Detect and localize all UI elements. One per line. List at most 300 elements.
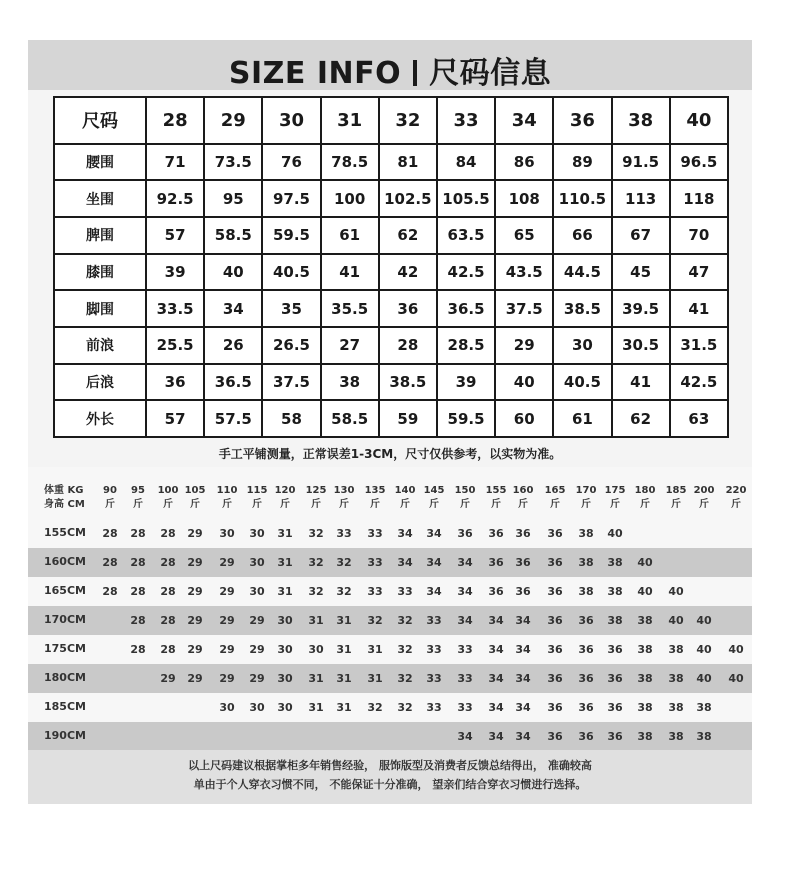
recommend-size-cell: 31 [277,556,293,569]
weight-header: 135 [364,485,386,496]
recommend-size-cell: 34 [515,643,531,656]
recommend-size-cell: 36 [607,730,623,743]
recommend-size-cell: 33 [426,672,442,685]
size-cell: 47 [670,254,728,291]
recommend-size-cell: 29 [187,556,203,569]
recommend-size-cell: 36 [578,614,594,627]
footer-line-1: 以上尺码建议根据掌柜多年销售经验， 服饰版型及消费者反馈总结得出， 准确较高 [188,759,592,772]
size-cell: 57.5 [204,400,262,437]
recommend-row [28,722,752,751]
recommend-header-row [28,481,752,515]
title-cn: 尺码信息 [429,56,552,91]
size-cell: 92.5 [146,180,204,217]
weight-header: 170 [575,485,597,496]
weight-header: 220 [725,485,747,496]
recommend-size-cell: 36 [547,585,563,598]
size-cell: 36 [146,364,204,401]
size-cell: 105.5 [437,180,495,217]
recommend-size-cell: 31 [336,614,352,627]
recommend-size-cell: 38 [578,527,594,540]
size-cell: 28.5 [437,327,495,364]
size-cell: 41 [612,364,670,401]
recommend-size-cell: 36 [578,701,594,714]
weight-header: 105 [184,485,206,496]
weight-header: 130 [333,485,355,496]
size-header-cell: 34 [495,97,553,144]
recommend-size-cell: 36 [607,701,623,714]
recommend-size-cell: 29 [187,643,203,656]
size-cell: 60 [495,400,553,437]
recommend-size-cell: 30 [219,701,235,714]
size-cell: 66 [553,217,611,254]
recommend-size-cell: 40 [668,585,684,598]
recommend-size-cell: 28 [160,643,176,656]
recommend-size-cell: 29 [187,527,203,540]
weight-header: 160 [512,485,534,496]
recommend-size-cell: 29 [249,614,265,627]
recommend-size-cell: 34 [488,614,504,627]
size-header-cell: 36 [553,97,611,144]
size-cell: 38.5 [379,364,437,401]
weight-header: 145 [423,485,445,496]
size-cell: 40.5 [553,364,611,401]
recommend-row [28,693,752,722]
size-cell: 57 [146,217,204,254]
weight-header: 165 [544,485,566,496]
recommend-size-cell: 34 [488,643,504,656]
recommend-size-cell: 34 [515,672,531,685]
recommend-size-cell: 34 [488,730,504,743]
size-cell: 39 [146,254,204,291]
recommend-size-cell: 36 [547,730,563,743]
size-cell: 62 [379,217,437,254]
size-cell: 65 [495,217,553,254]
recommend-size-cell: 36 [607,643,623,656]
weight-header: 110 [216,485,238,496]
recommend-size-cell: 32 [308,585,324,598]
recommend-size-cell: 30 [277,672,293,685]
size-cell: 42.5 [670,364,728,401]
size-cell: 58 [262,400,320,437]
weight-unit: 斤 [311,499,321,510]
recommend-size-cell: 32 [367,614,383,627]
size-cell: 36 [379,290,437,327]
size-cell: 39 [437,364,495,401]
weight-header: 150 [454,485,476,496]
recommend-size-cell: 40 [668,614,684,627]
recommend-size-cell: 31 [336,701,352,714]
recommend-row [28,635,752,664]
recommend-size-cell: 28 [130,527,146,540]
size-row [54,400,728,437]
size-row-label: 前浪 [54,327,146,364]
recommend-size-cell: 38 [637,614,653,627]
size-cell: 113 [612,180,670,217]
size-cell: 84 [437,144,495,181]
recommend-size-cell: 31 [367,672,383,685]
size-row [54,217,728,254]
recommend-size-cell: 29 [219,643,235,656]
size-cell: 61 [321,217,379,254]
size-cell: 35.5 [321,290,379,327]
recommend-size-cell: 33 [457,672,473,685]
recommend-size-cell: 33 [367,556,383,569]
recommend-size-cell: 32 [308,527,324,540]
weight-header: 90 [103,485,117,496]
size-cell: 76 [262,144,320,181]
weight-unit: 斤 [460,499,470,510]
size-cell: 41 [670,290,728,327]
weight-header: 200 [693,485,715,496]
size-row [54,254,728,291]
weight-unit: 斤 [163,499,173,510]
size-cell: 40 [204,254,262,291]
recommend-size-cell: 29 [219,585,235,598]
recommend-size-cell: 30 [249,556,265,569]
size-cell: 37.5 [262,364,320,401]
footer-line-2: 单由于个人穿衣习惯不同， 不能保证十分准确， 望亲们结合穿衣习惯进行选择。 [193,778,587,791]
size-row-label: 外长 [54,400,146,437]
recommend-size-cell: 34 [426,585,442,598]
recommend-size-cell: 36 [547,527,563,540]
size-cell: 89 [553,144,611,181]
recommend-size-cell: 34 [397,527,413,540]
weight-header: 115 [246,485,268,496]
size-header-cell: 29 [204,97,262,144]
recommend-size-cell: 31 [336,643,352,656]
size-cell: 95 [204,180,262,217]
footer-note [28,750,752,804]
size-cell: 31.5 [670,327,728,364]
weight-unit: 斤 [339,499,349,510]
size-cell: 40.5 [262,254,320,291]
recommend-size-cell: 30 [277,643,293,656]
weight-unit: 斤 [252,499,262,510]
size-cell: 97.5 [262,180,320,217]
size-header-cell: 40 [670,97,728,144]
recommend-row [28,577,752,606]
recommend-size-cell: 38 [696,701,712,714]
recommend-size-cell: 29 [187,672,203,685]
recommend-size-cell: 29 [187,585,203,598]
size-header-cell: 38 [612,97,670,144]
recommend-size-cell: 28 [160,614,176,627]
recommend-size-cell: 33 [397,585,413,598]
recommend-size-cell: 38 [668,701,684,714]
size-cell: 67 [612,217,670,254]
recommend-size-cell: 33 [426,614,442,627]
size-cell: 34 [204,290,262,327]
weight-unit: 斤 [610,499,620,510]
recommend-size-cell: 28 [102,585,118,598]
size-cell: 70 [670,217,728,254]
recommend-size-cell: 38 [578,585,594,598]
height-label: 155CM [44,526,86,539]
weight-unit: 斤 [400,499,410,510]
recommend-size-cell: 30 [277,614,293,627]
page-title [28,48,752,92]
size-cell: 35 [262,290,320,327]
measure-note: 手工平铺测量，正常误差1-3CM，尺寸仅供参考，以实物为准。 [28,444,752,466]
recommend-size-cell: 40 [728,643,744,656]
height-axis-label: 身高 CM [44,499,85,510]
weight-header: 140 [394,485,416,496]
size-cell: 28 [379,327,437,364]
recommend-size-cell: 40 [696,672,712,685]
recommend-size-cell: 32 [397,614,413,627]
height-label: 190CM [44,729,86,742]
size-row [54,290,728,327]
recommend-size-cell: 34 [426,556,442,569]
recommend-size-cell: 40 [607,527,623,540]
size-table [53,96,729,438]
recommend-size-cell: 38 [637,730,653,743]
size-header-cell: 28 [146,97,204,144]
size-row-label: 坐围 [54,180,146,217]
size-cell: 30 [553,327,611,364]
recommend-size-cell: 34 [397,556,413,569]
recommend-size-cell: 31 [277,527,293,540]
size-cell: 33.5 [146,290,204,327]
recommend-size-cell: 34 [457,585,473,598]
size-cell: 61 [553,400,611,437]
recommend-row [28,664,752,693]
weight-unit: 斤 [640,499,650,510]
recommend-size-cell: 32 [336,556,352,569]
recommend-size-cell: 36 [515,585,531,598]
weight-unit: 斤 [731,499,741,510]
recommend-size-cell: 40 [728,672,744,685]
recommend-size-cell: 31 [308,614,324,627]
size-row [54,180,728,217]
weight-unit: 斤 [133,499,143,510]
weight-unit: 斤 [491,499,501,510]
recommend-row [28,548,752,577]
recommend-size-cell: 36 [547,672,563,685]
recommend-size-cell: 34 [515,614,531,627]
size-cell: 44.5 [553,254,611,291]
recommend-size-cell: 38 [607,585,623,598]
size-cell: 25.5 [146,327,204,364]
recommend-size-cell: 36 [547,701,563,714]
recommend-size-cell: 30 [277,701,293,714]
recommend-size-cell: 36 [515,527,531,540]
size-cell: 58.5 [321,400,379,437]
weight-axis-label: 体重 KG [44,485,84,496]
size-cell: 63 [670,400,728,437]
recommend-size-cell: 32 [397,672,413,685]
recommend-size-cell: 36 [578,672,594,685]
recommend-size-cell: 33 [426,701,442,714]
recommend-size-cell: 30 [249,527,265,540]
size-header-cell: 30 [262,97,320,144]
recommend-size-cell: 34 [457,730,473,743]
size-cell: 110.5 [553,180,611,217]
recommend-size-cell: 33 [336,527,352,540]
recommend-size-cell: 28 [102,556,118,569]
recommend-size-cell: 36 [607,672,623,685]
recommend-size-cell: 29 [187,614,203,627]
recommend-size-cell: 36 [457,527,473,540]
size-cell: 100 [321,180,379,217]
recommend-size-cell: 33 [426,643,442,656]
size-row [54,144,728,181]
recommend-size-cell: 40 [637,556,653,569]
recommend-size-cell: 40 [696,614,712,627]
recommend-size-cell: 33 [457,701,473,714]
weight-unit: 斤 [671,499,681,510]
weight-unit: 斤 [550,499,560,510]
size-header-label: 尺码 [54,97,146,144]
weight-unit: 斤 [222,499,232,510]
recommend-size-cell: 28 [130,643,146,656]
size-cell: 30.5 [612,327,670,364]
title-en: SIZE INFO [228,56,402,91]
recommend-size-cell: 38 [696,730,712,743]
recommend-size-cell: 38 [668,643,684,656]
recommend-size-cell: 29 [160,672,176,685]
size-cell: 42 [379,254,437,291]
size-cell: 37.5 [495,290,553,327]
size-cell: 78.5 [321,144,379,181]
recommend-size-cell: 34 [515,730,531,743]
size-cell: 42.5 [437,254,495,291]
weight-unit: 斤 [699,499,709,510]
title-separator [413,60,417,86]
size-cell: 27 [321,327,379,364]
recommend-size-cell: 31 [308,672,324,685]
recommend-size-cell: 38 [607,614,623,627]
size-cell: 62 [612,400,670,437]
recommend-size-cell: 28 [160,556,176,569]
size-cell: 73.5 [204,144,262,181]
weight-unit: 斤 [581,499,591,510]
recommend-size-cell: 28 [130,556,146,569]
recommend-size-cell: 38 [668,730,684,743]
recommend-size-cell: 34 [488,672,504,685]
size-row-label: 脾围 [54,217,146,254]
recommend-size-cell: 30 [249,701,265,714]
recommend-size-cell: 38 [637,701,653,714]
recommend-size-cell: 36 [547,556,563,569]
weight-unit: 斤 [370,499,380,510]
recommend-size-cell: 36 [515,556,531,569]
recommend-size-cell: 29 [219,672,235,685]
size-cell: 63.5 [437,217,495,254]
recommend-size-cell: 33 [367,585,383,598]
recommend-row [28,519,752,548]
recommend-size-cell: 36 [488,556,504,569]
recommend-size-cell: 33 [367,527,383,540]
size-cell: 45 [612,254,670,291]
weight-unit: 斤 [105,499,115,510]
recommend-size-cell: 28 [160,585,176,598]
size-cell: 38.5 [553,290,611,327]
size-cell: 26 [204,327,262,364]
weight-header: 155 [485,485,507,496]
height-label: 185CM [44,700,86,713]
recommend-size-cell: 36 [547,614,563,627]
size-cell: 71 [146,144,204,181]
height-label: 180CM [44,671,86,684]
recommend-size-cell: 32 [308,556,324,569]
recommend-size-cell: 29 [249,672,265,685]
recommend-size-cell: 40 [696,643,712,656]
size-cell: 39.5 [612,290,670,327]
size-cell: 96.5 [670,144,728,181]
height-label: 170CM [44,613,86,626]
recommend-size-cell: 32 [336,585,352,598]
weight-header: 125 [305,485,327,496]
recommend-size-cell: 38 [578,556,594,569]
recommend-size-cell: 28 [130,585,146,598]
size-cell: 36.5 [437,290,495,327]
size-cell: 58.5 [204,217,262,254]
recommend-size-cell: 30 [308,643,324,656]
recommend-size-cell: 34 [488,701,504,714]
recommend-size-cell: 31 [367,643,383,656]
height-label: 165CM [44,584,86,597]
size-cell: 108 [495,180,553,217]
recommend-size-cell: 32 [367,701,383,714]
recommend-size-cell: 31 [277,585,293,598]
size-cell: 102.5 [379,180,437,217]
recommend-size-cell: 34 [426,527,442,540]
size-cell: 59.5 [437,400,495,437]
recommend-size-cell: 28 [130,614,146,627]
weight-header: 175 [604,485,626,496]
weight-header: 185 [665,485,687,496]
weight-header: 100 [157,485,179,496]
recommend-size-cell: 28 [160,527,176,540]
recommend-size-cell: 32 [397,701,413,714]
recommend-size-cell: 36 [547,643,563,656]
size-header-cell: 33 [437,97,495,144]
size-cell: 40 [495,364,553,401]
weight-header: 120 [274,485,296,496]
size-cell: 41 [321,254,379,291]
recommend-size-cell: 34 [515,701,531,714]
size-cell: 59 [379,400,437,437]
size-cell: 118 [670,180,728,217]
recommendation-table [28,467,752,750]
size-header-cell: 32 [379,97,437,144]
recommend-size-cell: 38 [637,672,653,685]
recommend-size-cell: 36 [578,730,594,743]
recommend-size-cell: 34 [457,614,473,627]
recommend-row [28,606,752,635]
recommend-size-cell: 31 [336,672,352,685]
size-cell: 36.5 [204,364,262,401]
recommend-size-cell: 36 [488,527,504,540]
recommend-size-cell: 34 [457,556,473,569]
recommend-size-cell: 32 [397,643,413,656]
size-cell: 91.5 [612,144,670,181]
size-row [54,364,728,401]
recommend-size-cell: 38 [668,672,684,685]
size-row-label: 膝围 [54,254,146,291]
size-cell: 81 [379,144,437,181]
size-cell: 29 [495,327,553,364]
recommend-size-cell: 31 [308,701,324,714]
weight-header: 180 [634,485,656,496]
size-header-cell: 31 [321,97,379,144]
size-row-label: 腰围 [54,144,146,181]
recommend-size-cell: 40 [637,585,653,598]
recommend-size-cell: 33 [457,643,473,656]
weight-unit: 斤 [429,499,439,510]
weight-unit: 斤 [518,499,528,510]
